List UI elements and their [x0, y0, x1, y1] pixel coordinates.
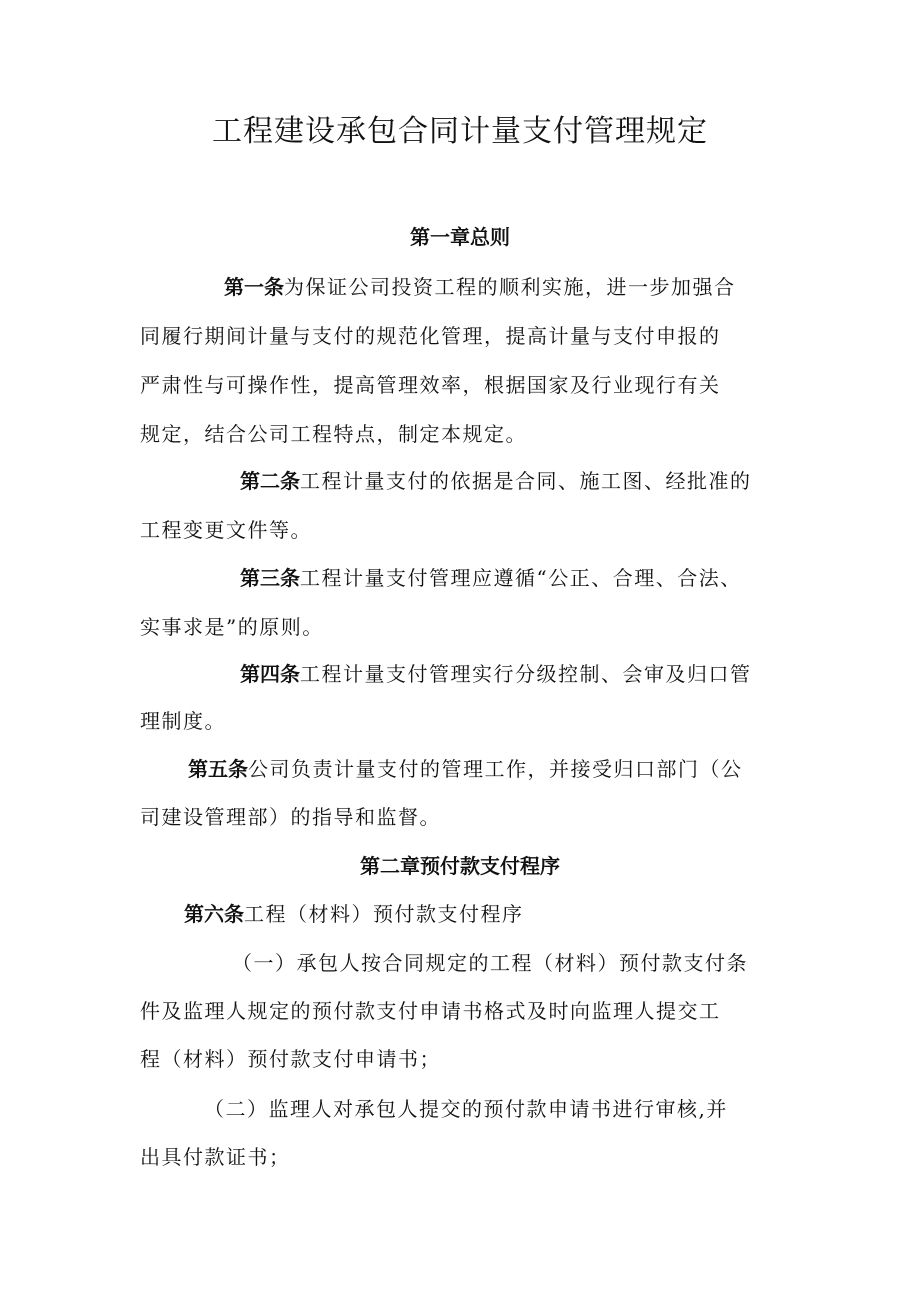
- article-1-label: 第一条: [224, 275, 284, 299]
- article-4-text-1: 工程计量支付管理实行分级控制、会审及归口管: [300, 662, 752, 686]
- article-4-line-1: [240, 659, 752, 689]
- item-2-line-1: （二）监理人对承包人提交的预付款申请书进行审核,并: [204, 1097, 728, 1121]
- article-5-text-1: 公司负责计量支付的管理工作，并接受归口部门（公: [248, 757, 743, 781]
- article-3-label: 第三条: [240, 566, 300, 590]
- article-6-line-1: [184, 899, 524, 929]
- item-2-line-2: 出具付款证书；: [140, 1145, 291, 1169]
- item-1-line-1: （一）承包人按合同规定的工程（材料）预付款支付条: [232, 951, 748, 975]
- article-5-line-1: [188, 754, 743, 784]
- article-4-label: 第四条: [240, 662, 300, 686]
- article-6-label: 第六条: [184, 902, 244, 926]
- item-1-line-2: 件及监理人规定的预付款支付申请书格式及时向监理人提交工: [140, 999, 721, 1023]
- article-4-line-2: 理制度。: [140, 709, 226, 733]
- article-2-line-1: [240, 466, 752, 496]
- article-2-text-1: 工程计量支付的依据是合同、施工图、经批准的: [300, 469, 752, 493]
- article-5-label: 第五条: [188, 757, 248, 781]
- article-5-line-2: 司建设管理部）的指导和监督。: [140, 805, 441, 829]
- article-1-text-1: 为保证公司投资工程的顺利实施，进一步加强合: [284, 275, 736, 299]
- item-1-line-3: 程（材料）预付款支付申请书；: [140, 1047, 441, 1071]
- article-1-line-4: 规定，结合公司工程特点，制定本规定。: [140, 422, 527, 446]
- article-2-line-2: 工程变更文件等。: [140, 518, 312, 542]
- article-1-line-1: [224, 272, 736, 302]
- chapter-2-heading: 第二章预付款支付程序: [360, 854, 560, 878]
- article-1-line-3: 严肃性与可操作性，提高管理效率，根据国家及行业现行有关: [140, 373, 721, 397]
- article-2-label: 第二条: [240, 469, 300, 493]
- article-3-line-2: 实事求是”的原则。: [140, 615, 324, 639]
- article-3-text-1: 工程计量支付管理应遵循“公正、合理、合法、: [300, 566, 742, 590]
- article-6-text: 工程（材料）预付款支付程序: [244, 902, 524, 926]
- article-1-line-2: 同履行期间计量与支付的规范化管理，提高计量与支付申报的: [140, 324, 721, 348]
- chapter-1-heading: 第一章总则: [410, 225, 510, 249]
- article-3-line-1: [240, 563, 742, 593]
- document-title: 工程建设承包合同计量支付管理规定: [212, 114, 708, 149]
